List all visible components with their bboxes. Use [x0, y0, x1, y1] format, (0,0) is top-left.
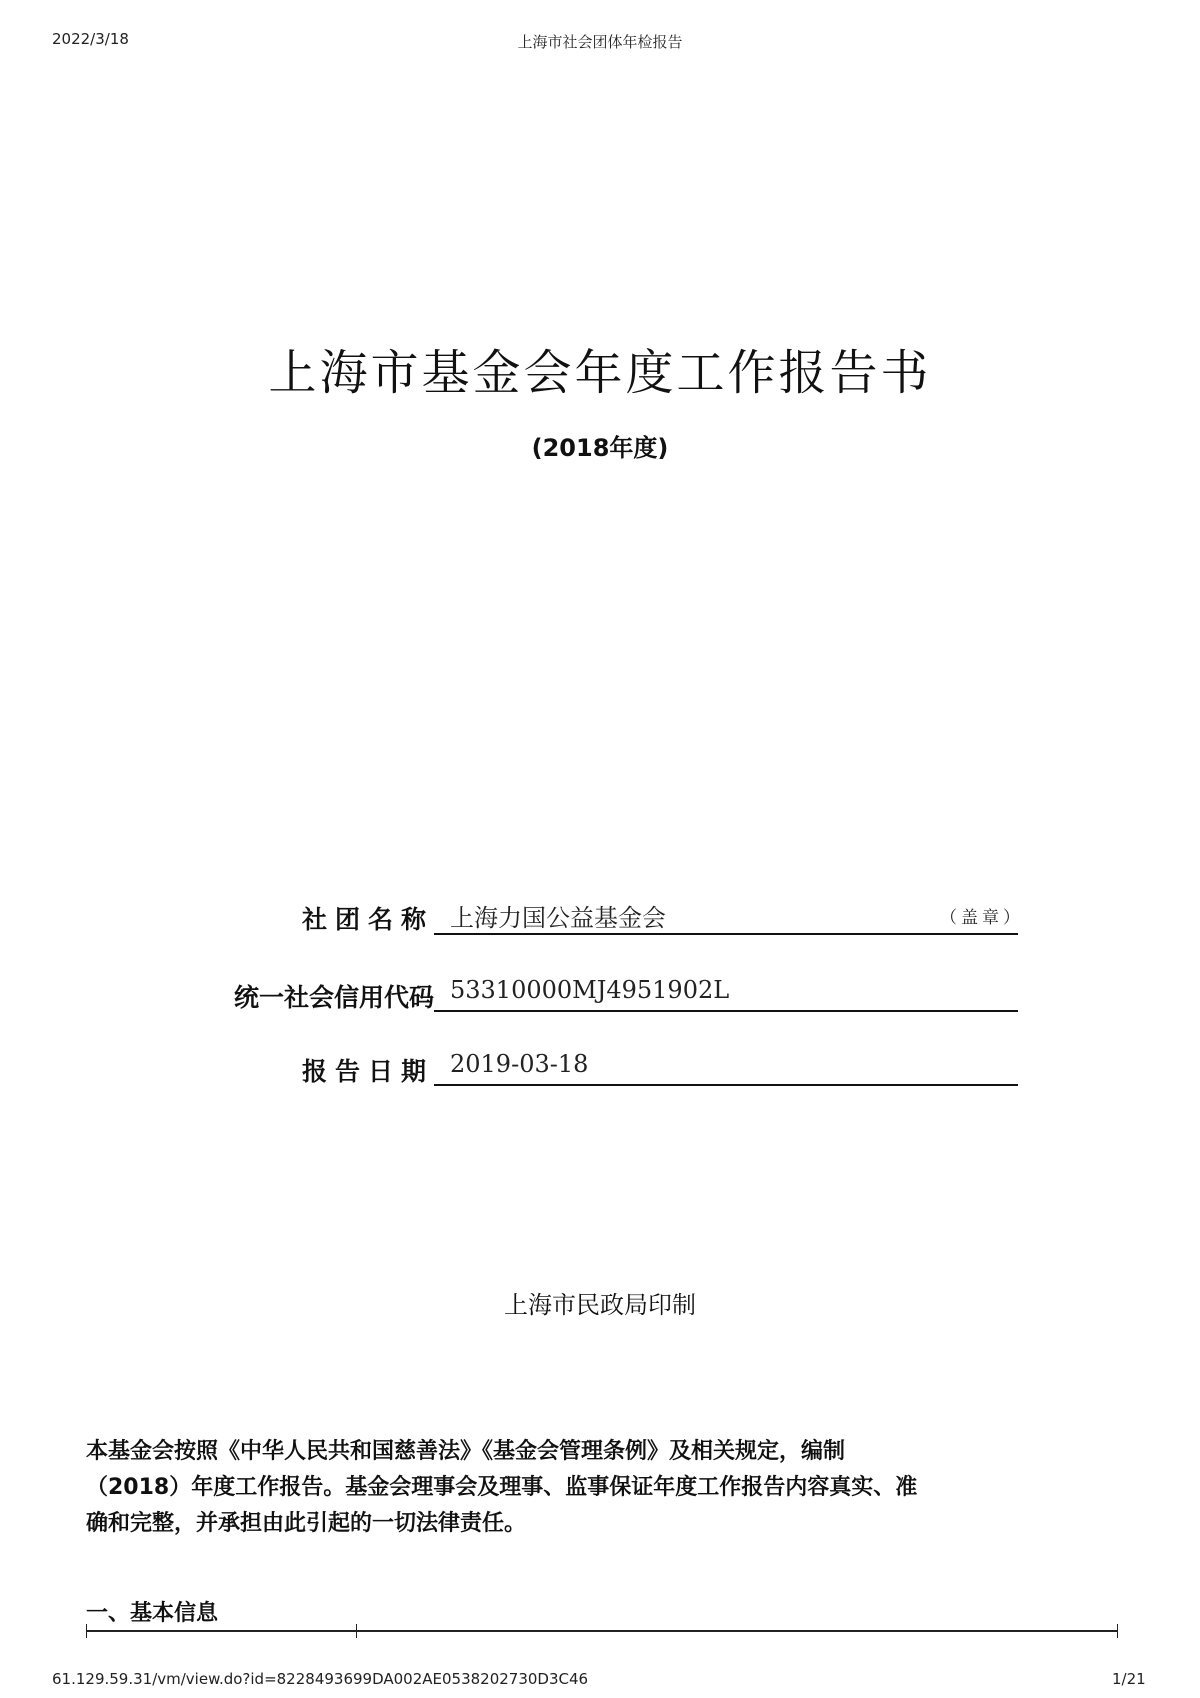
print-date: 2022/3/18 — [52, 30, 129, 48]
table-divider — [1117, 1624, 1118, 1638]
print-footer-url: 61.129.59.31/vm/view.do?id=8228493699DA002AE0538202730D3C46 — [52, 1670, 589, 1688]
report-year: (2018年度) — [531, 434, 669, 462]
statement-line: （2018）年度工作报告。基金会理事会及理事、监事保证年度工作报告内容真实、准 — [86, 1475, 918, 1500]
declaration-statement — [86, 1434, 1016, 1542]
field-label-org-name: 社团名称 — [301, 905, 434, 934]
statement-line: 本基金会按照《中华人民共和国慈善法》《基金会管理条例》及相关规定，编制 — [86, 1439, 846, 1464]
table-divider — [356, 1624, 357, 1638]
printer-note: 上海市民政局印制 — [504, 1291, 696, 1319]
field-label-credit-code: 统一社会信用代码 — [233, 983, 434, 1012]
field-value-report-date: 2019-03-18 — [450, 1050, 589, 1078]
document-title: 上海市基金会年度工作报告书 — [268, 345, 932, 401]
field-underline-org-name — [434, 933, 1018, 935]
field-label-report-date: 报告日期 — [301, 1057, 434, 1086]
print-header-title: 上海市社会团体年检报告 — [517, 33, 683, 51]
table-divider — [86, 1624, 87, 1638]
section-heading-basic-info: 一、基本信息 — [86, 1601, 219, 1626]
field-underline-report-date — [434, 1084, 1018, 1086]
table-top-border — [86, 1630, 1118, 1632]
field-value-org-name: 上海力国公益基金会 — [450, 904, 666, 932]
page-number: 1/21 — [1112, 1670, 1146, 1688]
field-value-credit-code: 53310000MJ4951902L — [450, 976, 730, 1004]
field-underline-credit-code — [434, 1010, 1018, 1012]
stamp-note: （盖章） — [940, 908, 1024, 928]
statement-line: 确和完整，并承担由此引起的一切法律责任。 — [86, 1511, 527, 1536]
